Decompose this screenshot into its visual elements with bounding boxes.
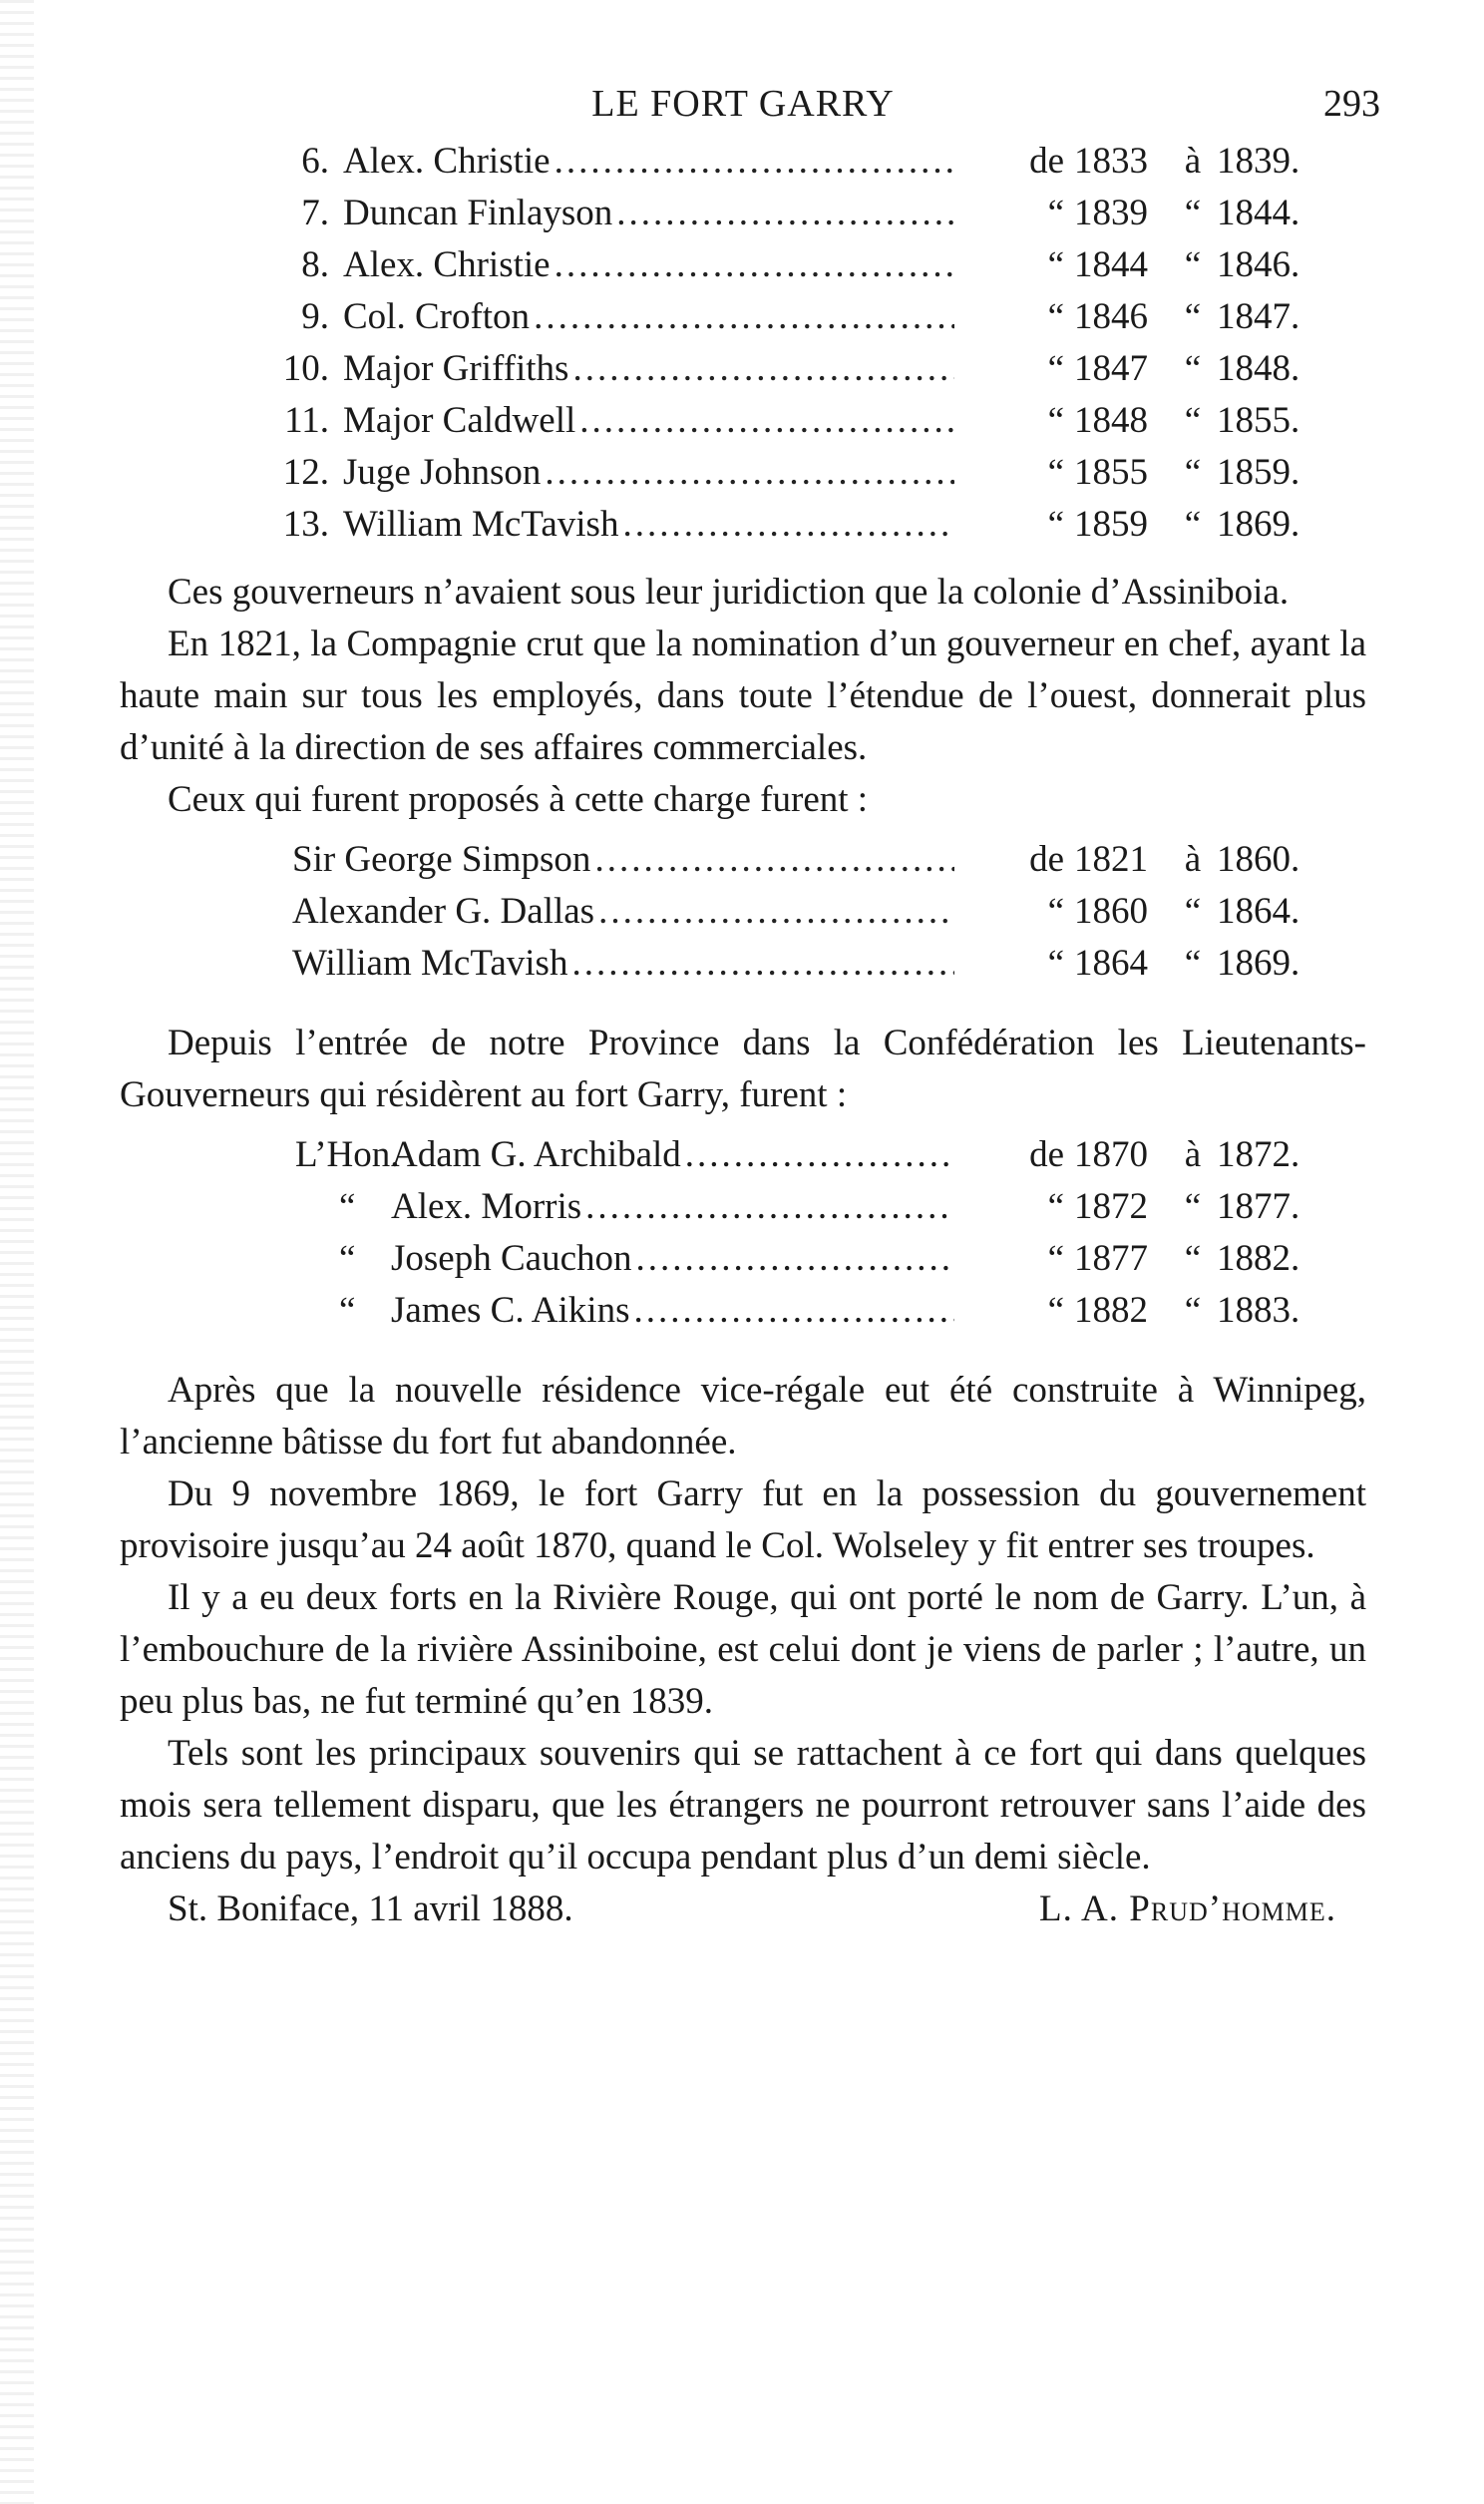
start-year: 1855 <box>1074 452 1148 493</box>
from-word: de <box>1029 839 1064 880</box>
item-number: 11. <box>284 400 329 441</box>
list-item <box>295 1133 1326 1185</box>
governor-name <box>292 890 954 933</box>
item-number: 6. <box>301 141 329 182</box>
governor-name <box>391 1289 954 1332</box>
list-item <box>269 451 1326 503</box>
honorific: “ <box>339 1238 356 1279</box>
paragraph: Depuis l’entrée de notre Province dans la Confédération les Lieutenants-Gouverneurs qui résidèrent au fort Garry, furent : <box>120 1023 1366 1115</box>
name-text: Major Griffiths <box>343 348 569 389</box>
separator: à <box>1184 1134 1202 1175</box>
from-word: “ <box>1047 1290 1064 1331</box>
start-year: 1833 <box>1074 141 1148 182</box>
item-number: 7. <box>301 193 329 233</box>
dot-leader <box>555 140 954 183</box>
start-year: 1864 <box>1074 943 1148 984</box>
name-text: Alex. Christie <box>343 141 551 182</box>
end-year: 1882. <box>1217 1238 1300 1279</box>
list-item <box>292 942 1326 994</box>
start-year: 1870 <box>1074 1134 1148 1175</box>
end-year: 1860. <box>1217 839 1300 880</box>
name-text: Col. Crofton <box>343 296 531 337</box>
end-year: 1872. <box>1217 1134 1300 1175</box>
start-year: 1860 <box>1074 891 1148 932</box>
separator: “ <box>1184 296 1202 337</box>
separator: à <box>1184 839 1202 880</box>
dot-leader <box>636 1237 955 1280</box>
name-text: James C. Aikins <box>391 1290 630 1331</box>
honorific: L’Hon. <box>295 1134 400 1175</box>
separator: “ <box>1184 400 1202 441</box>
separator: “ <box>1184 504 1202 545</box>
from-word: “ <box>1047 891 1064 932</box>
list-item <box>292 890 1326 942</box>
from-word: “ <box>1047 943 1064 984</box>
start-year: 1859 <box>1074 504 1148 545</box>
name-text: Major Caldwell <box>343 400 576 441</box>
paragraph: Ceux qui furent proposés à cette charge furent : <box>168 779 869 820</box>
list-item <box>269 295 1326 347</box>
end-year: 1864. <box>1217 891 1300 932</box>
start-year: 1821 <box>1074 839 1148 880</box>
page-number: 293 <box>1323 83 1380 125</box>
start-year: 1882 <box>1074 1290 1148 1331</box>
end-year: 1839. <box>1217 141 1300 182</box>
separator: “ <box>1184 1238 1202 1279</box>
from-word: “ <box>1047 1238 1064 1279</box>
list-item <box>269 399 1326 451</box>
list-item <box>292 838 1326 890</box>
honorific: “ <box>339 1290 356 1331</box>
paragraph: Tels sont les principaux souvenirs qui se rattachent à ce fort qui dans quelques mois sera tellement disparu, que les étrangers ne pourront retrouver sans l’aide des anciens du pays, l’endroit qu’il occupa pendant plus d’un demi siècle. <box>120 1733 1366 1878</box>
page-edge-shadow <box>0 0 34 2504</box>
start-year: 1872 <box>1074 1186 1148 1227</box>
end-year: 1877. <box>1217 1186 1300 1227</box>
end-year: 1883. <box>1217 1290 1300 1331</box>
from-word: de <box>1029 1134 1064 1175</box>
separator: “ <box>1184 943 1202 984</box>
running-title: LE FORT GARRY <box>591 83 895 125</box>
dot-leader <box>534 295 954 338</box>
governor-name <box>391 1133 954 1176</box>
governor-name <box>343 243 954 286</box>
end-year: 1859. <box>1217 452 1300 493</box>
item-number: 9. <box>301 296 329 337</box>
place-date: St. Boniface, 11 avril 1888. <box>168 1888 573 1929</box>
dot-leader <box>685 1133 954 1176</box>
dot-leader <box>622 503 954 546</box>
dot-leader <box>555 243 954 286</box>
dot-leader <box>585 1185 954 1228</box>
from-word: de <box>1029 141 1064 182</box>
dot-leader <box>616 192 954 234</box>
dot-leader <box>571 942 954 985</box>
name-text: Alex. Morris <box>391 1186 582 1227</box>
name-text: Adam G. Archibald <box>391 1134 681 1175</box>
end-year: 1869. <box>1217 943 1300 984</box>
governor-name <box>292 838 954 881</box>
separator: “ <box>1184 452 1202 493</box>
from-word: “ <box>1047 1186 1064 1227</box>
from-word: “ <box>1047 193 1064 233</box>
from-word: “ <box>1047 296 1064 337</box>
list-item <box>295 1237 1326 1289</box>
name-text: Duncan Finlayson <box>343 193 613 233</box>
honorific: “ <box>339 1186 356 1227</box>
from-word: “ <box>1047 452 1064 493</box>
governors-list <box>269 140 1326 555</box>
name-text: William McTavish <box>292 943 568 984</box>
book-page <box>120 76 1380 1935</box>
dot-leader <box>579 399 954 442</box>
governor-name <box>343 140 954 183</box>
separator: “ <box>1184 891 1202 932</box>
separator: “ <box>1184 348 1202 389</box>
start-year: 1844 <box>1074 244 1148 285</box>
name-text: Alex. Christie <box>343 244 551 285</box>
start-year: 1846 <box>1074 296 1148 337</box>
governor-name <box>343 347 954 390</box>
start-year: 1877 <box>1074 1238 1148 1279</box>
item-number: 12. <box>282 452 329 493</box>
separator: “ <box>1184 1290 1202 1331</box>
name-text: Juge Johnson <box>343 452 542 493</box>
separator: à <box>1184 141 1202 182</box>
author-name: L. A. Prud’homme. <box>1039 1888 1336 1929</box>
dot-leader <box>594 838 954 881</box>
list-item <box>269 243 1326 295</box>
paragraph: Il y a eu deux forts en la Rivière Rouge, qui ont porté le nom de Garry. L’un, à l’embouchure de la rivière Assiniboine, est celui dont je viens de parler ; l’autre, un peu plus bas, ne fut terminé qu’en 1839. <box>120 1577 1366 1722</box>
list-item <box>269 140 1326 192</box>
dot-leader <box>572 347 954 390</box>
running-header <box>120 76 1380 140</box>
start-year: 1839 <box>1074 193 1148 233</box>
end-year: 1847. <box>1217 296 1300 337</box>
end-year: 1855. <box>1217 400 1300 441</box>
name-text: Joseph Cauchon <box>391 1238 632 1279</box>
list-item <box>269 503 1326 555</box>
list-item <box>295 1289 1326 1341</box>
end-year: 1848. <box>1217 348 1300 389</box>
lieutenant-governors-list <box>295 1133 1326 1341</box>
paragraph: En 1821, la Compagnie crut que la nomination d’un gouverneur en chef, ayant la haute main sur tous les employés, dans toute l’étendue de l’ouest, donnerait plus d’unité à la direction de ses affaires commerciales. <box>120 624 1366 768</box>
list-item <box>295 1185 1326 1237</box>
paragraph: Ces gouverneurs n’avaient sous leur juridiction que la colonie d’Assiniboia. <box>168 572 1290 613</box>
end-year: 1869. <box>1217 504 1300 545</box>
governor-name <box>391 1237 954 1280</box>
end-year: 1844. <box>1217 193 1300 233</box>
list-item <box>269 347 1326 399</box>
dot-leader <box>545 451 954 494</box>
start-year: 1848 <box>1074 400 1148 441</box>
from-word: “ <box>1047 244 1064 285</box>
separator: “ <box>1184 244 1202 285</box>
governor-name <box>343 399 954 442</box>
start-year: 1847 <box>1074 348 1148 389</box>
chief-governors-list <box>292 838 1326 994</box>
item-number: 10. <box>282 348 329 389</box>
separator: “ <box>1184 193 1202 233</box>
dot-leader <box>634 1289 955 1332</box>
item-number: 13. <box>282 504 329 545</box>
governor-name <box>343 451 954 494</box>
governor-name <box>292 942 954 985</box>
from-word: “ <box>1047 348 1064 389</box>
item-number: 8. <box>301 244 329 285</box>
separator: “ <box>1184 1186 1202 1227</box>
governor-name <box>391 1185 954 1228</box>
end-year: 1846. <box>1217 244 1300 285</box>
from-word: “ <box>1047 504 1064 545</box>
governor-name <box>343 295 954 338</box>
paragraph: Après que la nouvelle résidence vice-régale eut été construite à Winnipeg, l’ancienne bâtisse du fort fut abandonnée. <box>120 1370 1366 1462</box>
governor-name <box>343 503 954 546</box>
list-item <box>269 192 1326 243</box>
name-text: Alexander G. Dallas <box>292 891 595 932</box>
from-word: “ <box>1047 400 1064 441</box>
signature-line <box>120 1883 1366 1935</box>
paragraph: Du 9 novembre 1869, le fort Garry fut en la possession du gouvernement provisoire jusqu’au 24 août 1870, quand le Col. Wolseley y fit entrer ses troupes. <box>120 1473 1366 1566</box>
name-text: William McTavish <box>343 504 619 545</box>
name-text: Sir George Simpson <box>292 839 591 880</box>
dot-leader <box>598 890 954 933</box>
governor-name <box>343 192 954 234</box>
